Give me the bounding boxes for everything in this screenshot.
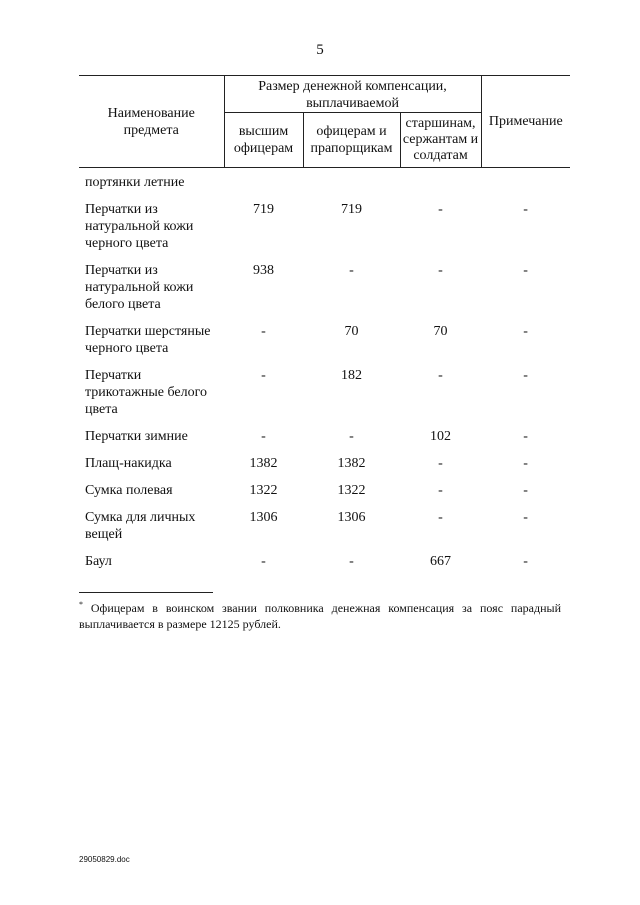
table-body [79, 168, 570, 580]
row-officers-value: 1306 [337, 510, 366, 525]
header-item-name: Наименование предмета [79, 76, 224, 168]
document-file-id: 29050829.doc [79, 855, 130, 864]
table-row [79, 481, 570, 508]
row-note: - [523, 510, 528, 525]
row-senior-officers-value: 1306 [249, 510, 278, 525]
row-officers-value: 182 [341, 368, 362, 383]
row-note: - [523, 456, 528, 471]
table-row [79, 454, 570, 481]
footnote-text: Офицерам в воинском звании полковника денежная компенсация за пояс парадный выплачивается в размере 12125 рублей. [79, 601, 561, 631]
row-item-name: Перчатки трикотажные белого цвета [85, 368, 208, 417]
row-officers-value: 70 [344, 324, 359, 339]
table-row [79, 322, 570, 366]
row-officers-value: - [349, 429, 354, 444]
row-item-name: Плащ-накидка [85, 456, 172, 471]
row-officers-value: 1322 [337, 483, 366, 498]
row-note: - [523, 263, 528, 278]
row-note: - [523, 202, 528, 217]
table-header [79, 76, 570, 168]
compensation-table [79, 75, 570, 579]
table-row [79, 366, 570, 427]
row-senior-officers-value: - [261, 368, 266, 383]
row-senior-officers-value: - [261, 429, 266, 444]
header-compensation-size: Размер денежной компенсации, выплачиваемой [224, 76, 481, 113]
footnote-marker: * [79, 600, 83, 609]
row-note: - [523, 429, 528, 444]
row-soldiers-value: 102 [430, 429, 452, 444]
row-soldiers-value: - [438, 263, 443, 278]
row-item-name: Перчатки из натуральной кожи белого цвета [85, 263, 194, 312]
header-sergeants-soldiers: старшинам, сержантам и солдатам [400, 113, 481, 168]
header-note: Примечание [481, 76, 570, 168]
row-note: - [523, 368, 528, 383]
row-officers-value: 1382 [337, 456, 366, 471]
row-note: - [523, 554, 528, 569]
row-note: - [523, 324, 528, 339]
row-officers-value [303, 168, 400, 201]
row-soldiers-value: - [438, 202, 443, 217]
row-officers-value: 719 [341, 202, 362, 217]
row-item-name: Сумка полевая [85, 483, 173, 498]
row-item-name: Перчатки из натуральной кожи черного цвета [85, 202, 194, 251]
table-row [79, 552, 570, 579]
footnote-divider [79, 592, 213, 593]
table-row [79, 261, 570, 322]
header-senior-officers: высшим офицерам [224, 113, 303, 168]
table-row [79, 168, 570, 201]
row-senior-officers-value: 719 [253, 202, 274, 217]
table-row [79, 508, 570, 552]
row-soldiers-value: - [438, 456, 443, 471]
row-officers-value: - [349, 554, 354, 569]
row-senior-officers-value [224, 168, 303, 201]
row-soldiers-value: - [438, 483, 443, 498]
footnote [79, 597, 561, 632]
header-officers-warrant: офицерам и прапорщикам [303, 113, 400, 168]
row-soldiers-value: - [438, 510, 443, 525]
row-soldiers-value: - [438, 368, 443, 383]
row-item-name: Баул [85, 554, 112, 569]
row-soldiers-value [400, 168, 481, 201]
row-item-name: Перчатки зимние [85, 429, 188, 444]
row-senior-officers-value: 1322 [249, 483, 278, 498]
row-soldiers-value: 70 [433, 324, 448, 339]
row-officers-value: - [349, 263, 354, 278]
row-senior-officers-value: - [261, 554, 266, 569]
table-row [79, 200, 570, 261]
page-number: 5 [316, 42, 324, 58]
row-item-name: Сумка для личных вещей [85, 510, 196, 542]
row-senior-officers-value: - [261, 324, 266, 339]
row-note [481, 168, 570, 201]
row-senior-officers-value: 1382 [249, 456, 278, 471]
row-soldiers-value: 667 [430, 554, 452, 569]
row-item-name: портянки летние [85, 175, 185, 190]
row-note: - [523, 483, 528, 498]
row-item-name: Перчатки шерстяные черного цвета [85, 324, 211, 356]
row-senior-officers-value: 938 [253, 263, 274, 278]
table-row [79, 427, 570, 454]
